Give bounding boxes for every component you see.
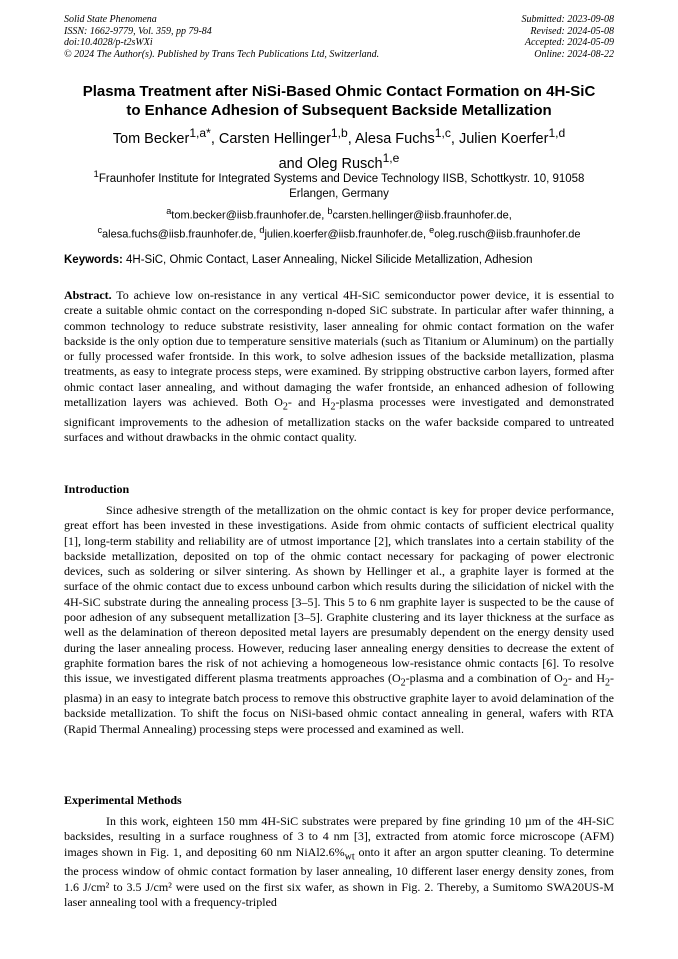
experimental-heading: Experimental Methods [64, 793, 182, 807]
email-sup: a [166, 206, 172, 216]
abstract [64, 288, 614, 445]
journal-info [64, 14, 379, 60]
date-submitted: Submitted: 2023-09-08 [521, 14, 614, 25]
keywords [64, 253, 614, 267]
introduction-paragraph [64, 503, 614, 737]
keywords-label: Keywords: [64, 254, 123, 266]
submission-dates [522, 14, 615, 60]
email-link[interactable]: julien.koerfer@iisb.fraunhofer.de, [264, 228, 427, 241]
author-name: Alesa Fuchs [354, 130, 435, 147]
paragraph-text: Since adhesive strength of the metallization on the ohmic contact is key for proper device performance, great effort has been invested in these investigations. Aside from ohmic contacts of sufficient electrical quality [1], long-term stability and reliability are of utmost importance [2], which translates into a certain stability of the backside metallization, deposited on top of the ohmic contact necessary for packaging of power electronic devices, such as soldering or silver sintering. As shown by Hellinger et al., a graphite layer is formed at the surface of the ohmic contact due to excess unbound carbon which results during the silicidation of nickel with the 4H-SiC substrate during the annealing process [3–5]. This 5 to 6 nm graphite layer is suspected to be the cause of poor adhesion of any subsequent metallization [3–5]. Graphite clustering and its layer thickness at the surface as well as the delamination of thereon deposited metal layers are presumably dependent on the energy density used during the laser annealing process. However, reducing laser annealing energy densities to decrease the extent of graphite formation bares the risk of not achieving a homogeneous low-resistance ohmic contacts [6]. To resolve this issue, we investigated different plasma treatments approaches (O [64, 503, 614, 686]
subscript: 2 [605, 677, 610, 689]
journal-copyright: © 2024 The Author(s). Published by Trans Tech Publications Ltd, Switzerland. [64, 48, 380, 60]
author-sup: 1,a* [189, 126, 211, 140]
author-sup: 1,b [330, 126, 348, 140]
email-link[interactable]: carsten.hellinger@iisb.fraunhofer.de, [332, 209, 512, 222]
date-online: Online: 2024-08-22 [534, 48, 614, 60]
title-line: Plasma Treatment after NiSi-Based Ohmic Contact Formation on 4H-SiC [82, 83, 596, 100]
email-sup: e [429, 225, 435, 236]
paragraph-text: -plasma and a combination of O [405, 671, 563, 686]
affiliation-line: Fraunhofer Institute for Integrated Systems and Device Technology IISB, Schottkystr. 10, 91058 [98, 172, 585, 185]
subscript: 2 [562, 677, 568, 689]
author-list: Tom Becker$^{1,a*}$, Carsten Hellinger$^{1,b}$, Alesa Fuchs$^{1,c}$, Julien Koerfer$^{1,d}$ and Oleg Rusch$^{1,e}$ [112, 126, 566, 172]
introduction-heading: Introduction [64, 482, 130, 496]
paragraph-text: In this work, eighteen 150 mm 4H-SiC substrates were prepared by fine grinding 10 µm of the 4H-SiC backsides, resulting in a surface roughness of 3 to 4 nm [3], extracted from atomic force microscope (AFM) images shown in Fig. 1, and depositing 60 nm NiAl2.6% [64, 814, 614, 859]
email-link[interactable]: oleg.rusch@iisb.fraunhofer.de [434, 228, 581, 241]
author-name: Julien Koerfer [458, 130, 549, 147]
paragraph-text: onto it after an argon sputter cleaning. To determine the process window of ohmic contact formation by laser annealing, 10 different laser energy density zones, from 1.6 J/cm² to 3.5 J/cm² were used on the first six wafer, as shown in Fig. 2. Thereby, a Sumitomo SWA20US-M laser annealing tool with a frequency-tripled [64, 844, 614, 909]
paragraph-text: -plasma) in an easy to integrate batch process to remove this obstructive graphite layer to avoid delamination of the backside metallization. To shift the focus on NiSi-based ohmic contact annealing in general, wafers with RTA (Rapid Thermal Annealing) processing steps were processed and examined as well. [64, 671, 614, 736]
abstract-label: Abstract. [64, 288, 112, 302]
author-name: Tom Becker [112, 130, 190, 147]
journal-name: Solid State Phenomena [64, 14, 157, 25]
date-accepted: Accepted: 2024-05-09 [524, 37, 614, 48]
journal-issn: ISSN: 1662-9779, Vol. 359, pp 79-84 [64, 25, 212, 37]
email-sup: b [327, 206, 333, 216]
paper-title [40, 82, 638, 120]
author-name: Carsten Hellinger [218, 130, 331, 147]
author-sup: 1,d [548, 126, 566, 140]
subscript: 2 [330, 401, 336, 413]
subscript: 2 [400, 677, 406, 689]
email-link[interactable]: alesa.fuchs@iisb.fraunhofer.de, [102, 228, 257, 241]
journal-doi: doi:10.4028/p-t2sWXi [64, 37, 153, 48]
abstract-text: - and H [287, 395, 331, 410]
abstract-text: -plasma processes were investigated and demonstrated significant improvements to the adhesion of metallization stacks on the wafer backside compared to untreated surfaces and without drawbacks in the ohmic contact quality. [64, 395, 614, 445]
abstract-text: To achieve low on-resistance in any vertical 4H-SiC semiconductor power device, it is essential to create a suitable ohmic contact on the corresponding n-doped SiC substrate. In particular after wafer thinning, a common technology to reduce substrate resistivity, laser annealing for ohmic contact formation on the wafer backside is the only option due to temperature sensitive materials (such as Titanium or Aluminum) on the partially or fully processed wafer frontside. In this work, to solve adhesion issues of the backside metallization, plasma treatments, as easy to integrate process steps, were examined. By stripping obstructive carbon layers, formed after ohmic contact laser annealing, and without damaging the wafer frontside, an enhanced adhesion of following metallization layers was achieved. Both O [64, 288, 614, 410]
paragraph-text: - and H [567, 671, 605, 686]
author-sup: 1,c [434, 126, 451, 140]
subscript: wt [344, 850, 355, 862]
email-list [40, 204, 638, 242]
author-sup: 1,e [382, 150, 400, 165]
affiliation [40, 167, 638, 202]
email-sup: d [259, 225, 265, 236]
date-revised: Revised: 2024-05-08 [530, 25, 614, 37]
keywords-text: 4H-SiC, Ohmic Contact, Laser Annealing, Nickel Silicide Metallization, Adhesion [126, 254, 533, 266]
subscript: 2 [282, 401, 288, 413]
author-name: and Oleg Rusch [278, 155, 383, 172]
title-line: to Enhance Adhesion of Subsequent Backside Metallization [126, 102, 552, 119]
affiliation-sup: 1 [93, 169, 99, 180]
email-sup: c [97, 225, 103, 236]
affiliation-line: Erlangen, Germany [289, 187, 389, 200]
email-link[interactable]: tom.becker@iisb.fraunhofer.de, [171, 209, 325, 222]
experimental-paragraph [64, 814, 614, 910]
